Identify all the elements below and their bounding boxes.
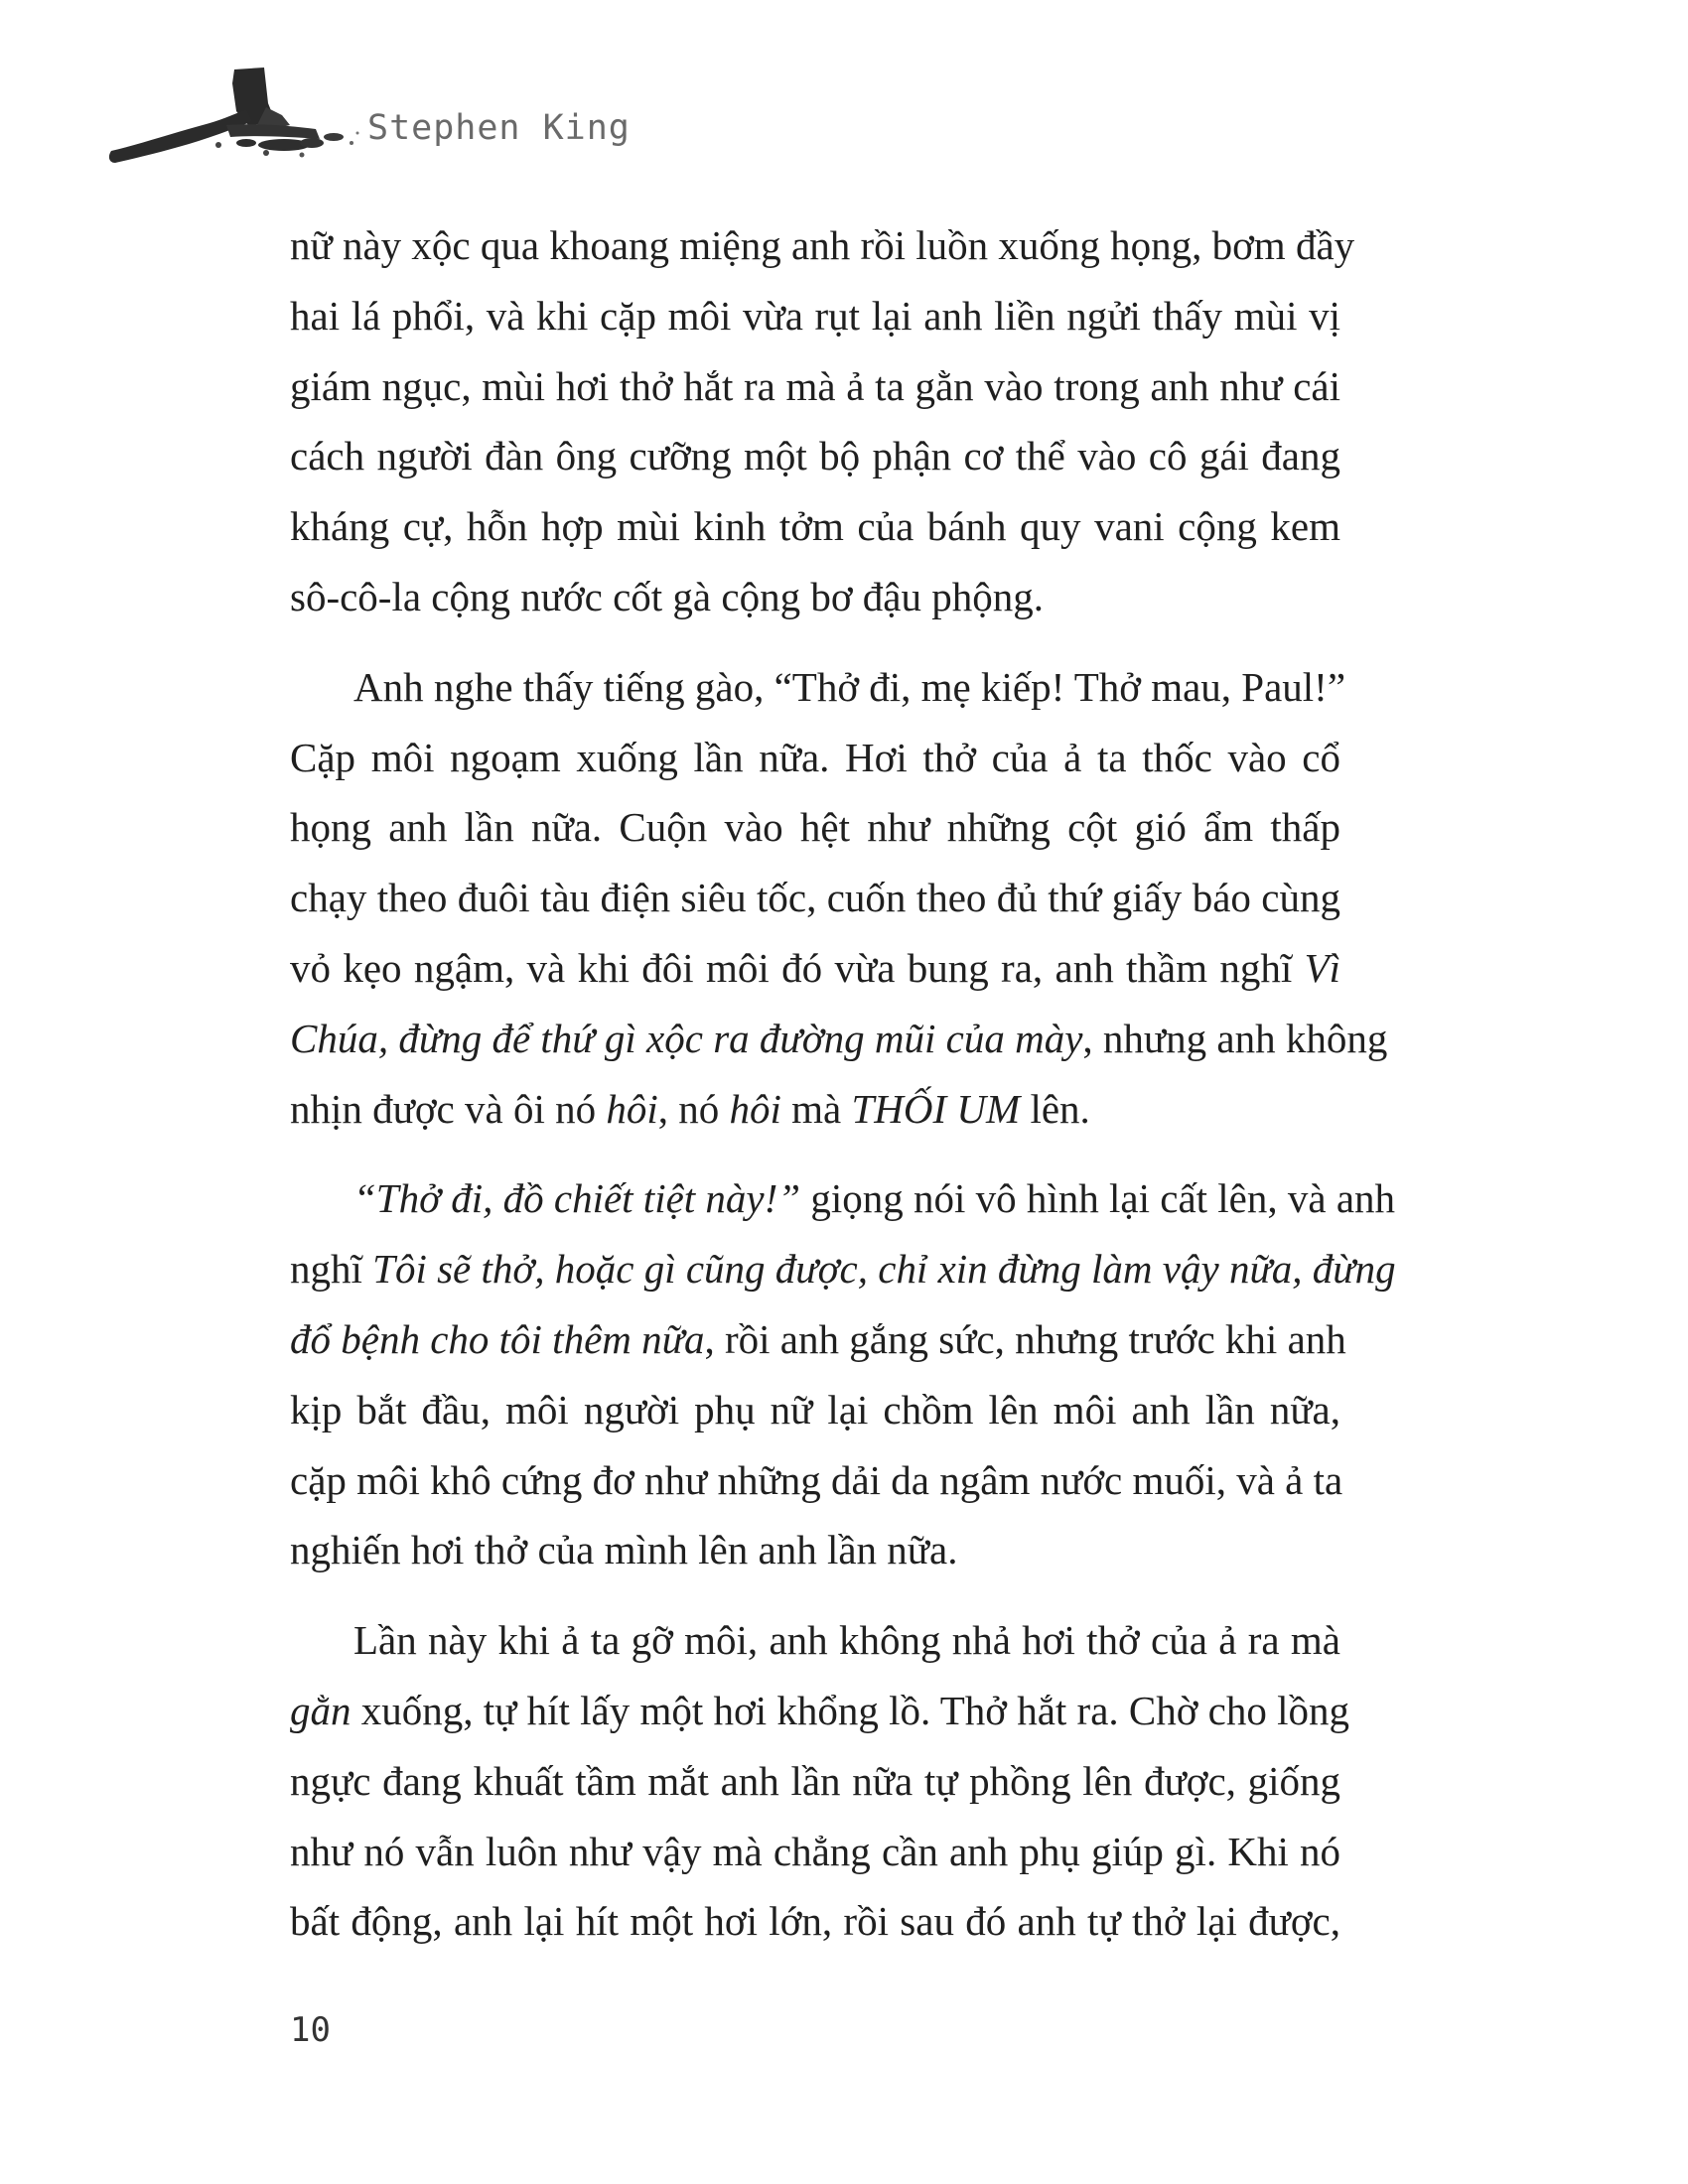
text-run: mà bbox=[780, 1085, 852, 1132]
text-run: Cặp môi ngoạm xuống lần nữa. Hơi thở của ả ta thốc vào cổ bbox=[290, 734, 1340, 780]
text-line bbox=[290, 863, 1340, 933]
text-run: lên. bbox=[1020, 1085, 1090, 1132]
italic-text-run: đổ bệnh cho tôi thêm nữa bbox=[290, 1315, 705, 1362]
text-run: như nó vẫn luôn như vậy mà chẳng cần anh phụ giúp gì. Khi nó bbox=[290, 1828, 1340, 1874]
axe-logo-icon bbox=[107, 64, 365, 173]
text-line bbox=[290, 421, 1340, 491]
text-line bbox=[290, 562, 1340, 632]
text-run: Lần này khi ả ta gỡ môi, anh không nhả hơi thở của ả ra mà bbox=[353, 1617, 1340, 1664]
text-run: xuống, tự hít lấy một hơi khổng lồ. Thở hắt ra. Chờ cho lồng bbox=[351, 1687, 1350, 1733]
italic-text-run: hôi bbox=[729, 1085, 781, 1132]
text-line bbox=[290, 723, 1340, 793]
text-run: giám ngục, mùi hơi thở hắt ra mà ả ta gằn vào trong anh như cái bbox=[290, 362, 1340, 409]
italic-text-run: Chúa, đừng để thứ gì xộc ra đường mũi của mày bbox=[290, 1015, 1083, 1061]
text-line bbox=[290, 1515, 1340, 1585]
text-run: nhịn được và ôi nó bbox=[290, 1085, 607, 1132]
text-line bbox=[290, 652, 1346, 723]
text-line bbox=[290, 1074, 1340, 1145]
text-run: nghĩ bbox=[290, 1246, 373, 1293]
text-run: , nó bbox=[657, 1085, 730, 1132]
text-run: cách người đàn ông cưỡng một bộ phận cơ thể vào cô gái đang bbox=[290, 433, 1340, 479]
text-line bbox=[290, 1375, 1340, 1445]
text-run: kháng cự, hỗn hợp mùi kinh tởm của bánh quy vani cộng kem bbox=[290, 503, 1340, 550]
text-run: vỏ kẹo ngậm, và khi đôi môi đó vừa bung ra, anh thầm nghĩ bbox=[290, 944, 1305, 991]
text-run: cặp môi khô cứng đơ như những dải da ngâm nước muối, và ả ta bbox=[290, 1456, 1343, 1503]
text-line bbox=[290, 1676, 1350, 1746]
running-header bbox=[107, 64, 802, 173]
text-line bbox=[290, 210, 1355, 281]
paragraph bbox=[290, 210, 1355, 632]
text-run: nữ này xộc qua khoang miệng anh rồi luồn xuống họng, bơm đầy bbox=[290, 222, 1355, 268]
text-line bbox=[290, 1445, 1343, 1516]
page-number: 10 bbox=[290, 2010, 331, 2050]
italic-text-run: gằn bbox=[290, 1687, 352, 1733]
text-line bbox=[290, 1234, 1396, 1304]
text-run: bất động, anh lại hít một hơi lớn, rồi sau đó anh tự thở lại được, bbox=[290, 1898, 1340, 1945]
italic-text-run: “Thở đi, đồ chiết tiệt này!” bbox=[353, 1175, 801, 1222]
italic-text-run: Vì bbox=[1304, 944, 1340, 991]
text-line bbox=[290, 1304, 1346, 1375]
text-line bbox=[290, 792, 1340, 863]
text-line bbox=[290, 1746, 1340, 1817]
paragraph bbox=[290, 652, 1388, 1145]
paragraph bbox=[290, 1163, 1396, 1585]
text-run: sô-cô-la cộng nước cốt gà cộng bơ đậu phộng. bbox=[290, 573, 1044, 619]
text-run: , nhưng anh không bbox=[1082, 1015, 1388, 1061]
header-author: Stephen King bbox=[367, 108, 631, 148]
text-line bbox=[290, 1004, 1388, 1074]
text-run: chạy theo đuôi tàu điện siêu tốc, cuốn theo đủ thứ giấy báo cùng bbox=[290, 875, 1340, 921]
text-line bbox=[290, 351, 1340, 422]
text-line bbox=[290, 491, 1340, 562]
text-line bbox=[290, 281, 1340, 351]
text-line bbox=[290, 933, 1340, 1004]
text-run: Anh nghe thấy tiếng gào, “Thở đi, mẹ kiếp! Thở mau, Paul!” bbox=[353, 663, 1346, 710]
text-line bbox=[290, 1163, 1396, 1234]
italic-text-run: THỐI UM bbox=[851, 1085, 1021, 1132]
text-run: họng anh lần nữa. Cuộn vào hệt như những cột gió ẩm thấp bbox=[290, 804, 1340, 851]
text-line bbox=[290, 1605, 1340, 1676]
text-line bbox=[290, 1817, 1340, 1887]
body-text bbox=[290, 210, 1396, 1977]
text-run: ngực đang khuất tầm mắt anh lần nữa tự phồng lên được, giống bbox=[290, 1757, 1340, 1804]
italic-text-run: Tôi sẽ thở, hoặc gì cũng được, chỉ xin đừng làm vậy nữa, đừng bbox=[372, 1246, 1396, 1293]
text-run: kịp bắt đầu, môi người phụ nữ lại chồm lên môi anh lần nữa, bbox=[290, 1386, 1340, 1433]
text-run: hai lá phổi, và khi cặp môi vừa rụt lại anh liền ngửi thấy mùi vị bbox=[290, 292, 1340, 339]
text-run: , rồi anh gắng sức, nhưng trước khi anh bbox=[704, 1315, 1346, 1362]
paragraph bbox=[290, 1605, 1350, 1957]
text-run: giọng nói vô hình lại cất lên, và anh bbox=[800, 1175, 1396, 1222]
italic-text-run: hôi bbox=[606, 1085, 658, 1132]
text-line bbox=[290, 1886, 1340, 1957]
text-run: nghiến hơi thở của mình lên anh lần nữa. bbox=[290, 1527, 958, 1573]
